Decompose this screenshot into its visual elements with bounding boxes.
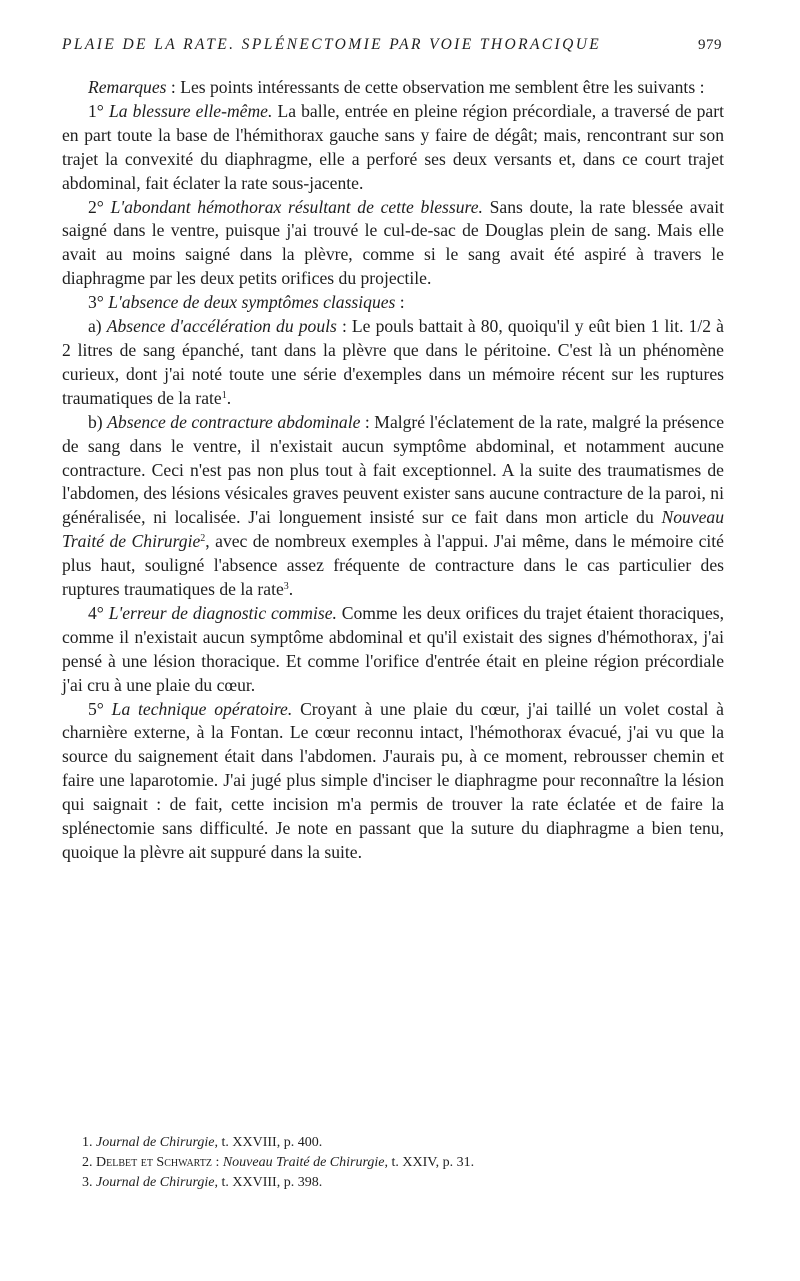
footnote-ref-3: 3	[283, 581, 289, 593]
footnote-journal: Journal de Chirurgie	[96, 1135, 215, 1150]
paragraph-b	[62, 411, 724, 602]
pa-end: .	[226, 387, 232, 408]
footnote-3	[82, 1173, 722, 1193]
p2-title: L'abondant hémothorax résultant de cette blessure.	[110, 196, 483, 217]
footnote-book: Nouveau Traité de Chirurgie	[222, 1155, 385, 1170]
p5-title: La technique opératoire.	[111, 698, 293, 719]
footnote-rest: , t. XXIV, p. 31.	[384, 1155, 475, 1170]
footnote-rest: , t. XXVIII, p. 398.	[214, 1175, 323, 1190]
p2-text: Sans doute, la rate blessée avait saigné dans le ventre, puisque j'ai trouvé le cul-de-sac de Douglas plein de sang. Mais elle avait au moins saigné dans la plèvre, comme si le sang avait été aspiré à travers le diaphragme par les deux petits orifices du projectile.	[62, 196, 724, 289]
p5-text: Croyant à une plaie du cœur, j'ai taillé un volet costal à charnière externe, à la Fontan. Le cœur reconnu intact, l'hémothorax évacué, j'ai vu que la source du saignement était dans l'abdomen. J'aurais pu, à ce moment, rebrousser chemin et faire une laparotomie. J'ai jugé plus simple d'inciser le diaphragme pour reconnaître la lésion qui saignait : de fait, cette incision m'a permis de trouver la rate éclatée et de faire la splénectomie sans difficulté. Je note en passant que la suture du diaphragme a bien tenu, quoique la plèvre ait suppuré dans la suite.	[62, 698, 724, 862]
pb-end: .	[288, 579, 294, 600]
pb-text-1: : Malgré l'éclatement de la rate, malgré la présence de sang dans le ventre, il n'existait aucun symptôme abdominal, et notamment aucune contracture. Ceci n'est pas non plus tout à fait exceptionnel. A la suite des traumatismes de l'abdomen, des lésions vésicales graves peuvent exister sans aucune contracture de la paroi, ni généralisée, ni localisée. J'ai longuement insisté sur ce fait dans mon article du	[62, 411, 724, 528]
footnote-number: 2.	[82, 1155, 93, 1170]
paragraph-2	[62, 196, 724, 292]
footnote-journal: Journal de Chirurgie	[96, 1175, 215, 1190]
p1-text: La balle, entrée en pleine région précordiale, a traversé de part en part toute la base de l'hémithorax gauche sans y faire de dégât; mais, rencontrant sur son trajet la convexité du diaphragme, elle a perforé ses deux versants et, dans ce court trajet abdominal, fait éclater la rate sous-jacente.	[62, 100, 724, 193]
running-header	[62, 36, 722, 54]
pb-book-title: Nouveau Traité de Chirurgie	[62, 507, 724, 552]
p3-title: L'absence de deux symptômes classiques	[108, 292, 396, 313]
footnote-separator: :	[211, 1155, 223, 1170]
p5-number: 5°	[88, 698, 104, 719]
pa-title: Absence d'accélération du pouls	[106, 316, 337, 337]
footnote-2	[82, 1153, 722, 1173]
paragraph-5	[62, 698, 724, 865]
pb-text-2: , avec de nombreux exemples à l'appui. J'ai même, dans le mémoire cité plus haut, souligné l'absence assez fréquente de contracture dans le cas particulier des ruptures traumatiques de la rate	[62, 531, 724, 600]
p1-title: La blessure elle-même.	[108, 100, 273, 121]
paragraph-a	[62, 315, 724, 411]
paragraph-3	[62, 291, 724, 315]
footnote-number: 3.	[82, 1175, 93, 1190]
p3-number: 3°	[88, 292, 104, 313]
p1-number: 1°	[88, 100, 104, 121]
footnote-rest: , t. XXVIII, p. 400.	[214, 1135, 323, 1150]
pb-letter: b)	[88, 411, 103, 432]
footnote-1	[82, 1133, 722, 1153]
pb-title: Absence de contracture abdominale	[107, 411, 361, 432]
footnote-number: 1.	[82, 1135, 93, 1150]
running-title: PLAIE DE LA RATE. SPLÉNECTOMIE PAR VOIE THORACIQUE	[62, 36, 602, 53]
footnote-ref-2: 2	[200, 533, 206, 545]
body-text	[62, 76, 724, 865]
pa-text: : Le pouls battait à 80, quoiqu'il y eût bien 1 lit. 1/2 à 2 litres de sang épanché, tant dans la plèvre que dans le péritoine. C'est là un phénomène curieux, dont j'ai noté toute une série d'exemples dans un mémoire récent sur les ruptures traumatiques de la rate	[62, 316, 724, 408]
p2-number: 2°	[88, 196, 104, 217]
paragraph-1	[62, 100, 724, 196]
intro-label: Remarques	[88, 77, 167, 97]
p4-title: L'erreur de diagnostic commise.	[108, 602, 337, 623]
p4-number: 4°	[88, 602, 104, 623]
intro-text: : Les points intéressants de cette observation me semblent être les suivants :	[166, 77, 705, 97]
paragraph-intro	[62, 76, 724, 100]
footnotes	[82, 1133, 722, 1193]
p3-tail: :	[395, 292, 405, 313]
footnote-authors: Delbet et Schwartz	[96, 1155, 212, 1170]
paragraph-4	[62, 602, 724, 698]
footnote-ref-1: 1	[221, 389, 227, 401]
p4-text: Comme les deux orifices du trajet étaient thoraciques, comme il n'existait aucun symptôme abdominal et qu'il existait des signes d'hémothorax, j'ai pensé à une lésion thoracique. Et comme l'orifice d'entrée était en pleine région précordiale j'ai cru à une plaie du cœur.	[62, 602, 724, 695]
page-number: 979	[698, 37, 722, 53]
pa-letter: a)	[88, 316, 102, 337]
